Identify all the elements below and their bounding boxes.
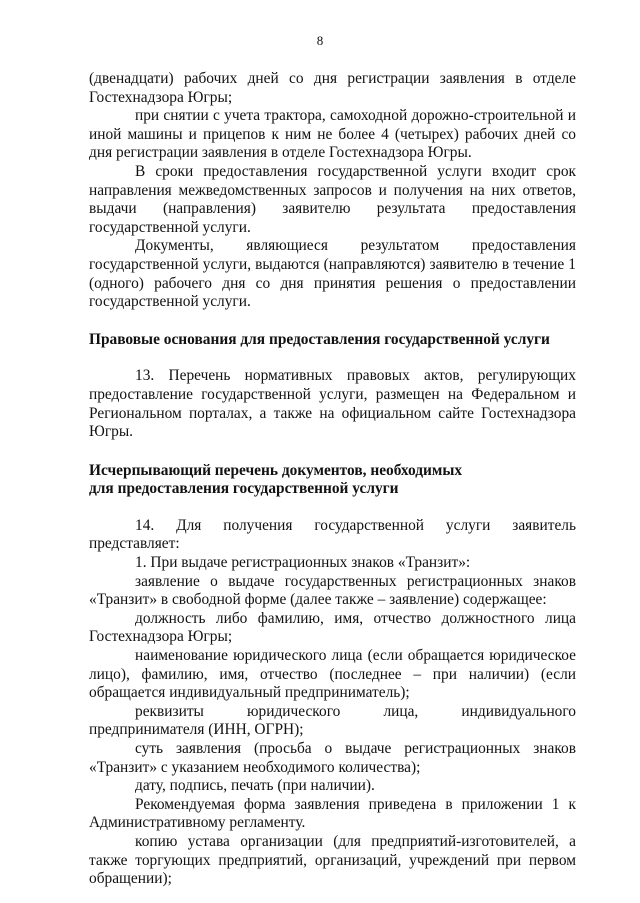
paragraph: должность либо фамилию, имя, отчество должностного лица Гостехнадзора Югры; [89,609,576,646]
page-number: 8 [316,33,324,48]
paragraph: наименование юридического лица (если обращается юридическое лицо), фамилию, имя, отчество (последнее – при наличии) (если обращается индивидуальный предприниматель); [89,647,576,702]
paragraph: суть заявления (просьба о выдаче регистрационных знаков «Транзит» с указанием необходимого количества); [89,740,576,776]
paragraph: (двенадцати) рабочих дней со дня регистрации заявления в отделе Гостехнадзора Югры; [89,70,576,106]
paragraph: заявление о выдаче государственных регистрационных знаков «Транзит» в свободной форме (далее также – заявление) содержащее: [89,572,576,609]
paragraph: 1. При выдаче регистрационных знаков «Транзит»: [135,554,471,572]
section-heading-legal-basis: Правовые основания для предоставления государственной услуги [89,330,550,348]
document-body [89,70,576,889]
paragraph: при снятии с учета трактора, самоходной дорожно-строительной и иной машины и прицепов к ним не более 4 (четырех) рабочих дней со дня регистрации заявления в отделе Гостехнадзора Югры. [89,107,576,162]
paragraph: 13. Перечень нормативных правовых актов, регулирующих предоставление государственной услуги, размещен на Федеральном и Региональном порталах, а также на официальном сайте Гостехнадзора Югры. [89,367,576,441]
paragraph: реквизиты юридического лица, индивидуального предпринимателя (ИНН, ОГРН); [89,702,576,739]
section-heading-documents-line-1: Исчерпывающий перечень документов, необходимых [89,461,463,479]
paragraph: 14. Для получения государственной услуги заявитель представляет: [89,516,576,553]
paragraph: Рекомендуемая форма заявления приведена в приложении 1 к Административному регламенту. [89,795,576,832]
section-heading-documents-line-2: для предоставления государственной услуги [89,480,399,498]
paragraph: В сроки предоставления государственной услуги входит срок направления межведомственных запросов и получения на них ответов, выдачи (направления) заявителю результата предоставления государственной услуги. [89,162,576,236]
paragraph: дату, подпись, печать (при наличии). [135,777,375,795]
paragraph: Документы, являющиеся результатом предоставления государственной услуги, выдаются (направляются) заявителю в течение 1 (одного) рабочего дня со дня принятия решения о предоставлении государственной услуги. [89,237,576,311]
paragraph: копию устава организации (для предприятий-изготовителей, а также торгующих предприятий, организаций, учреждений при первом обращении); [89,832,576,888]
